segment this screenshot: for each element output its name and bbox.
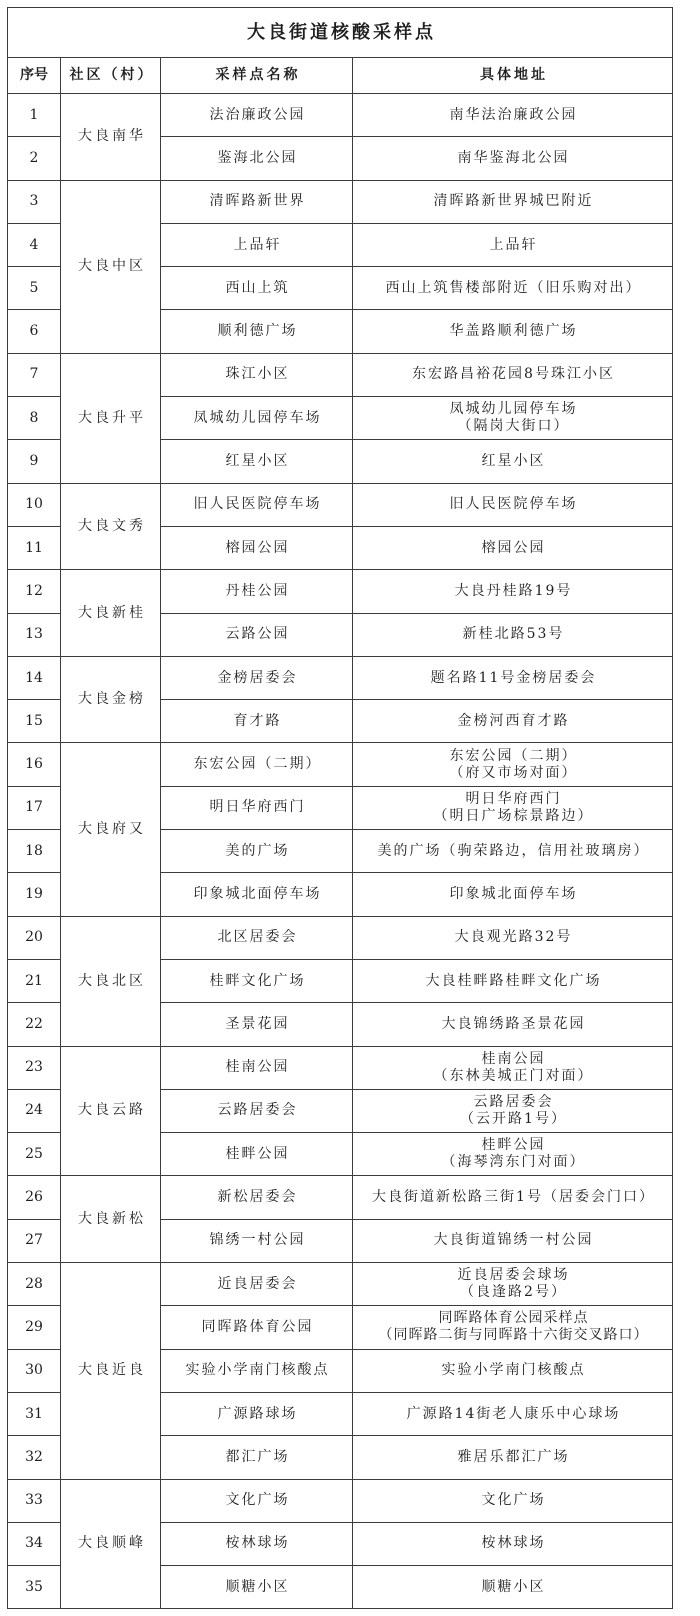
cell-site-name: 清晖路新世界 <box>161 181 352 223</box>
cell-no: 33 <box>8 1480 60 1522</box>
cell-address: 清晖路新世界城巴附近 <box>353 181 672 223</box>
cell-site-name: 印象城北面停车场 <box>161 873 352 915</box>
cell-no: 17 <box>8 787 60 829</box>
cell-no: 12 <box>8 570 60 612</box>
cell-site-name: 桂畔文化广场 <box>161 960 352 1002</box>
cell-community: 大良新桂 <box>61 570 160 656</box>
cell-address: 印象城北面停车场 <box>353 873 672 915</box>
cell-no: 8 <box>8 397 60 439</box>
cell-no: 1 <box>8 94 60 136</box>
cell-address: 云路居委会 （云开路1号） <box>353 1090 672 1132</box>
cell-site-name: 北区居委会 <box>161 917 352 959</box>
cell-address: 文化广场 <box>353 1480 672 1522</box>
cell-no: 19 <box>8 873 60 915</box>
column-header-community: 社区（村） <box>61 58 160 93</box>
cell-address: 华盖路顺利德广场 <box>353 310 672 352</box>
cell-address: 大良观光路32号 <box>353 917 672 959</box>
cell-site-name: 金榜居委会 <box>161 657 352 699</box>
cell-address: 大良桂畔路桂畔文化广场 <box>353 960 672 1002</box>
cell-address: 桂畔公园 （海琴湾东门对面） <box>353 1133 672 1175</box>
cell-no: 25 <box>8 1133 60 1175</box>
cell-no: 9 <box>8 440 60 482</box>
cell-site-name: 近良居委会 <box>161 1263 352 1305</box>
cell-site-name: 都汇广场 <box>161 1436 352 1478</box>
cell-no: 13 <box>8 614 60 656</box>
cell-community: 大良近良 <box>61 1263 160 1478</box>
column-header-site-name: 采样点名称 <box>161 58 352 93</box>
cell-no: 35 <box>8 1566 60 1608</box>
cell-site-name: 桂南公园 <box>161 1047 352 1089</box>
cell-address: 南华鉴海北公园 <box>353 137 672 179</box>
cell-community: 大良北区 <box>61 917 160 1046</box>
cell-address: 东宏路昌裕花园8号珠江小区 <box>353 354 672 396</box>
cell-site-name: 鉴海北公园 <box>161 137 352 179</box>
cell-address: 题名路11号金榜居委会 <box>353 657 672 699</box>
cell-no: 22 <box>8 1003 60 1045</box>
cell-address: 凤城幼儿园停车场 （隔岗大街口） <box>353 397 672 439</box>
cell-site-name: 云路公园 <box>161 614 352 656</box>
cell-no: 32 <box>8 1436 60 1478</box>
cell-address: 东宏公园（二期） （府又市场对面） <box>353 743 672 785</box>
cell-site-name: 珠江小区 <box>161 354 352 396</box>
cell-community: 大良中区 <box>61 181 160 353</box>
cell-no: 15 <box>8 700 60 742</box>
cell-site-name: 顺糖小区 <box>161 1566 352 1608</box>
cell-address: 大良锦绣路圣景花园 <box>353 1003 672 1045</box>
cell-no: 18 <box>8 830 60 872</box>
cell-no: 29 <box>8 1306 60 1348</box>
cell-no: 6 <box>8 310 60 352</box>
cell-community: 大良顺峰 <box>61 1480 160 1609</box>
cell-site-name: 凤城幼儿园停车场 <box>161 397 352 439</box>
cell-community: 大良云路 <box>61 1047 160 1176</box>
cell-address: 榕园公园 <box>353 527 672 569</box>
cell-no: 7 <box>8 354 60 396</box>
cell-site-name: 美的广场 <box>161 830 352 872</box>
cell-address: 旧人民医院停车场 <box>353 484 672 526</box>
cell-address: 大良街道锦绣一村公园 <box>353 1220 672 1262</box>
cell-no: 14 <box>8 657 60 699</box>
cell-no: 26 <box>8 1176 60 1218</box>
cell-no: 27 <box>8 1220 60 1262</box>
column-header-no: 序号 <box>8 58 60 93</box>
cell-site-name: 同晖路体育公园 <box>161 1306 352 1348</box>
cell-address: 南华法治廉政公园 <box>353 94 672 136</box>
column-header-address: 具体地址 <box>353 58 672 93</box>
cell-no: 10 <box>8 484 60 526</box>
cell-site-name: 顺利德广场 <box>161 310 352 352</box>
cell-site-name: 旧人民医院停车场 <box>161 484 352 526</box>
cell-site-name: 桉林球场 <box>161 1523 352 1565</box>
cell-no: 16 <box>8 743 60 785</box>
cell-no: 24 <box>8 1090 60 1132</box>
cell-site-name: 东宏公园（二期） <box>161 743 352 785</box>
cell-community: 大良升平 <box>61 354 160 483</box>
sampling-sites-table <box>7 7 673 1609</box>
cell-address: 实验小学南门核酸点 <box>353 1350 672 1392</box>
cell-no: 28 <box>8 1263 60 1305</box>
cell-site-name: 广源路球场 <box>161 1393 352 1435</box>
cell-address: 同晖路体育公园采样点 （同晖路二街与同晖路十六街交叉路口） <box>353 1306 672 1348</box>
cell-address: 新桂北路53号 <box>353 614 672 656</box>
cell-address: 红星小区 <box>353 440 672 482</box>
table-title: 大良街道核酸采样点 <box>8 8 672 57</box>
cell-site-name: 新松居委会 <box>161 1176 352 1218</box>
cell-address: 桉林球场 <box>353 1523 672 1565</box>
cell-address: 顺糖小区 <box>353 1566 672 1608</box>
cell-no: 11 <box>8 527 60 569</box>
cell-site-name: 上品轩 <box>161 224 352 266</box>
cell-site-name: 丹桂公园 <box>161 570 352 612</box>
cell-address: 明日华府西门 （明日广场棕景路边） <box>353 787 672 829</box>
cell-no: 3 <box>8 181 60 223</box>
cell-site-name: 锦绣一村公园 <box>161 1220 352 1262</box>
cell-no: 5 <box>8 267 60 309</box>
cell-address: 桂南公园 （东林美城正门对面） <box>353 1047 672 1089</box>
cell-site-name: 红星小区 <box>161 440 352 482</box>
cell-address: 美的广场（驹荣路边，信用社玻璃房） <box>353 830 672 872</box>
cell-no: 2 <box>8 137 60 179</box>
cell-community: 大良金榜 <box>61 657 160 743</box>
cell-address: 广源路14街老人康乐中心球场 <box>353 1393 672 1435</box>
cell-no: 23 <box>8 1047 60 1089</box>
cell-no: 21 <box>8 960 60 1002</box>
cell-no: 20 <box>8 917 60 959</box>
cell-address: 近良居委会球场 （良逢路2号） <box>353 1263 672 1305</box>
cell-site-name: 圣景花园 <box>161 1003 352 1045</box>
cell-site-name: 实验小学南门核酸点 <box>161 1350 352 1392</box>
cell-site-name: 法治廉政公园 <box>161 94 352 136</box>
cell-site-name: 云路居委会 <box>161 1090 352 1132</box>
cell-site-name: 桂畔公园 <box>161 1133 352 1175</box>
cell-address: 上品轩 <box>353 224 672 266</box>
cell-no: 4 <box>8 224 60 266</box>
cell-community: 大良新松 <box>61 1176 160 1262</box>
cell-address: 雅居乐都汇广场 <box>353 1436 672 1478</box>
cell-site-name: 文化广场 <box>161 1480 352 1522</box>
cell-site-name: 育才路 <box>161 700 352 742</box>
cell-site-name: 明日华府西门 <box>161 787 352 829</box>
cell-address: 大良丹桂路19号 <box>353 570 672 612</box>
cell-no: 30 <box>8 1350 60 1392</box>
cell-no: 34 <box>8 1523 60 1565</box>
cell-no: 31 <box>8 1393 60 1435</box>
cell-site-name: 西山上筑 <box>161 267 352 309</box>
cell-community: 大良文秀 <box>61 484 160 570</box>
cell-address: 金榜河西育才路 <box>353 700 672 742</box>
cell-address: 大良街道新松路三街1号（居委会门口） <box>353 1176 672 1218</box>
cell-community: 大良府又 <box>61 743 160 915</box>
cell-community: 大良南华 <box>61 94 160 180</box>
cell-site-name: 榕园公园 <box>161 527 352 569</box>
cell-address: 西山上筑售楼部附近（旧乐购对出） <box>353 267 672 309</box>
